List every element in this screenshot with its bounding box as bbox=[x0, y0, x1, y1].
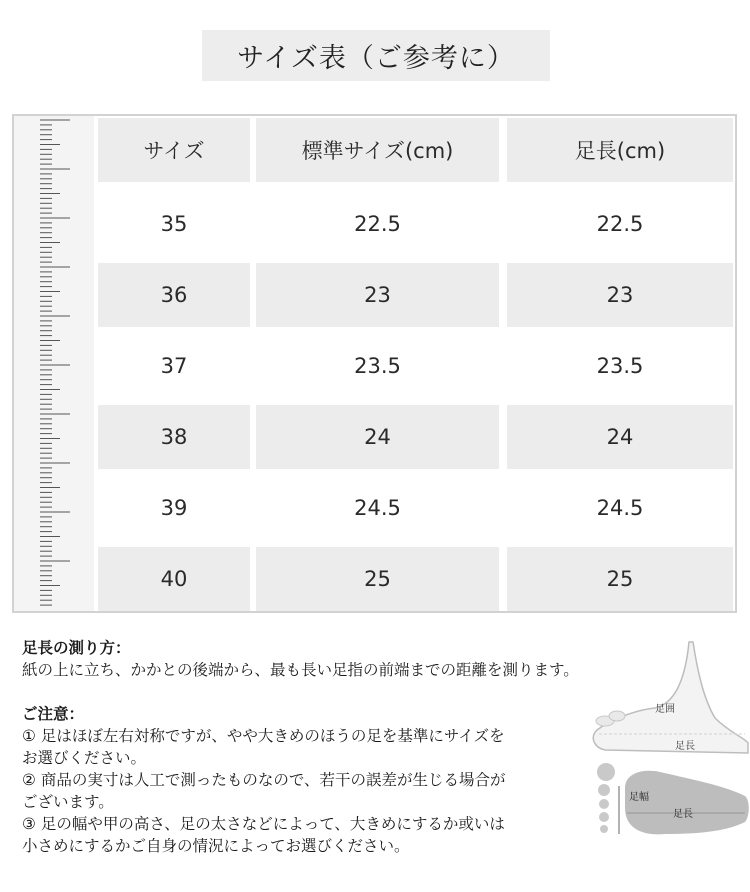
table-row bbox=[98, 263, 733, 327]
table-row bbox=[98, 476, 733, 540]
foot-measurement-diagram bbox=[585, 638, 750, 850]
width-label: 足幅 bbox=[629, 792, 649, 803]
caution-heading: ご注意： bbox=[22, 705, 85, 723]
cell-size: 40 bbox=[98, 547, 250, 611]
cell-foot-length: 24 bbox=[507, 405, 733, 469]
cell-foot-length: 25 bbox=[507, 547, 733, 611]
notes-section bbox=[22, 637, 579, 857]
cell-size: 37 bbox=[160, 354, 188, 378]
cell-standard-size: 22.5 bbox=[354, 212, 401, 236]
caution-line: ② 商品の実寸は人工で測ったものなので、若干の誤差が生じる場合が bbox=[22, 771, 506, 789]
cell-foot-length: 24.5 bbox=[596, 496, 644, 520]
caution-line: お選びください。 bbox=[22, 749, 147, 767]
cell-standard-size: 23.5 bbox=[354, 354, 401, 378]
header-foot-length: 足長(cm) bbox=[507, 118, 733, 182]
ruler-decoration bbox=[14, 116, 94, 611]
sole-length-label: 足長 bbox=[673, 809, 693, 820]
table-header-row bbox=[98, 118, 733, 182]
cell-standard-size: 24.5 bbox=[354, 496, 401, 520]
table-row bbox=[98, 334, 733, 398]
header-standard-size: 標準サイズ(cm) bbox=[256, 118, 499, 182]
cell-standard-size: 24 bbox=[256, 405, 499, 469]
girth-label: 足囲 bbox=[655, 704, 675, 715]
cell-standard-size: 25 bbox=[256, 547, 499, 611]
caution-line: 小さめにするかご自身の情況によってお選びください。 bbox=[22, 837, 410, 855]
cell-standard-size: 23 bbox=[256, 263, 499, 327]
foot-side-view-icon bbox=[593, 642, 748, 753]
table-row bbox=[98, 405, 733, 469]
side-length-label: 足長 bbox=[675, 741, 695, 752]
measure-text: 紙の上に立ち、かかとの後端から、最も長い足指の前端までの距離を測ります。 bbox=[22, 661, 579, 679]
header-size: サイズ bbox=[98, 118, 250, 182]
cell-foot-length: 23.5 bbox=[596, 354, 644, 378]
cell-size: 38 bbox=[98, 405, 250, 469]
table-row bbox=[98, 547, 733, 611]
caution-line: ③ 足の幅や甲の高さ、足の太さなどによって、大きめにするか或いは bbox=[22, 815, 505, 833]
cell-size: 36 bbox=[98, 263, 250, 327]
cell-size: 35 bbox=[160, 212, 188, 236]
page-title: サイズ表（ご参考に） bbox=[202, 30, 550, 81]
cell-foot-length: 23 bbox=[507, 263, 733, 327]
toe-print-icon bbox=[597, 763, 615, 781]
measure-heading: 足長の測り方： bbox=[22, 639, 131, 657]
cell-foot-length: 22.5 bbox=[596, 212, 644, 236]
cell-size: 39 bbox=[160, 496, 188, 520]
ruler-icon bbox=[14, 116, 94, 611]
table-row bbox=[98, 192, 733, 256]
caution-line: ① 足はほぼ左右対称ですが、やや大きめのほうの足を基準にサイズを bbox=[22, 727, 505, 745]
caution-line: ございます。 bbox=[22, 793, 114, 811]
